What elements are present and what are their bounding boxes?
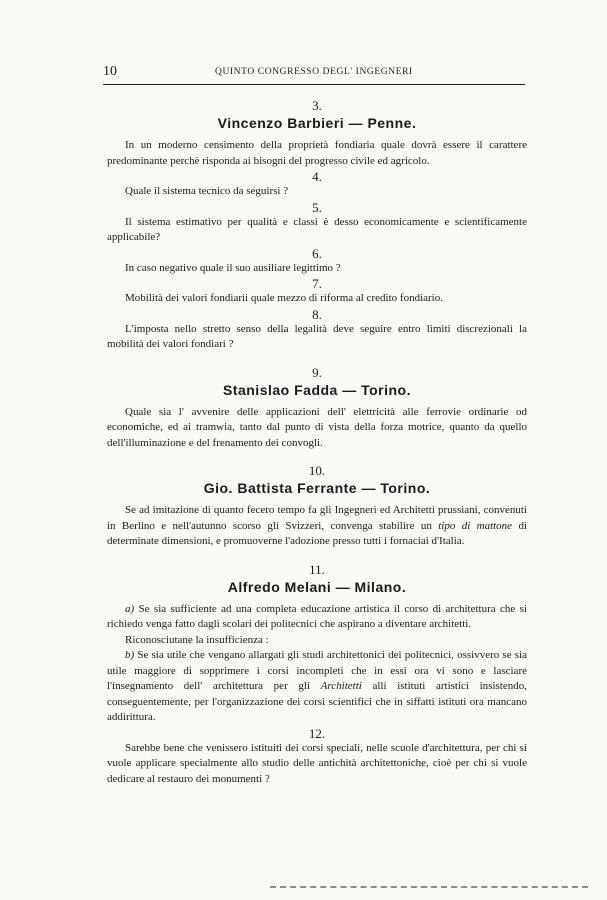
text-segment: Se sia sufficiente ad una completa educazione artistica il corso di architettura che si richiedo venga fatto dagli scolari dei politecnici che aspirano a diventare architetti. (107, 602, 527, 630)
item-label: a) (125, 602, 135, 615)
question-number: 4. (312, 169, 322, 184)
author-heading: Alfredo Melani — Milano. (227, 578, 407, 595)
question-number: 5. (312, 199, 322, 215)
text-segment: Se ad imitazione di quanto fecero tempo fa gli Ingegneri ed Architetti prussiani, convenuti in Berlino e nell'autunno scorso gli Svizzeri, convenga stabilire un (107, 504, 527, 532)
text-segment: Se sia utile che vengano allargati gli studi architettonici dei politecnici, ossivvero se sia utile maggiore di sopprimere i corsi incompleti che in essi ora vi sono e lasciare l'insegnamento dell' architettura per gli (107, 649, 527, 692)
question-text-mid: Riconosciutane la insufficienza : (125, 633, 269, 646)
text-segment: alli istituti artistici insistendo, conseguentemente, per l'organizzazione dei corsi scientifici che in siffatti istituti ora mancano addirittura. (107, 680, 527, 723)
question-number: 11. (309, 561, 325, 577)
section-gap (107, 550, 527, 562)
question-text: Mobilità dei valori fondiarii quale mezzo di riforma al credito fondiario. (125, 292, 443, 304)
question-text: Quale il sistema tecnico da seguirsi ? (125, 185, 289, 197)
question-number: 6. (312, 245, 322, 261)
text-segment: di determinate dimensioni, e promuoverne l'adozione presso tutti i fornaciai d'Italia. (107, 519, 527, 547)
running-title: QUINTO CONGRESSO DEGL' INGEGNERI (215, 67, 413, 77)
page-header (103, 64, 525, 85)
italic-term: Architetti (320, 680, 362, 692)
question-number: 10. (308, 463, 326, 478)
question-number: 12. (308, 725, 326, 741)
italic-term: tipo di mattone (438, 519, 513, 532)
question-text: Quale sia l' avvenire delle applicazioni dell' elettricità alle ferrovie ordinarie od economiche, ed ai tramwia, tanto dal punto di vista della forza motrice, quanto da quello dell'illuminazione e del frenamento dei convogli. (107, 405, 527, 449)
question-number: 8. (312, 306, 322, 322)
page-number: 10 (103, 64, 117, 79)
author-heading: Gio. Battista Ferrante — Torino. (203, 480, 431, 496)
question-text-b (107, 648, 527, 726)
question-text: Sarebbe bene che venissero istituiti dei corsi speciali, nelle scuole d'architettura, per chi si vuole applicare specialmente allo studio delle antichità architettoniche, cioè per chi si vuole dedicare al restauro dei monumenti ? (107, 741, 527, 785)
question-text-a (107, 602, 527, 633)
question-text: In caso negativo quale il suo ausiliare legittimo ? (125, 261, 341, 274)
question-number: 7. (312, 276, 322, 291)
question-number: 9. (312, 364, 322, 380)
author-heading: Stanislao Fadda — Torino. (222, 381, 412, 398)
page-content (107, 98, 527, 787)
bottom-rule (270, 886, 588, 891)
question-text: L'imposta nello stretto senso della legalità deve seguire entro limiti discrezionali la mobilità dei valori fondiari ? (107, 322, 527, 350)
question-text: In un moderno censimento della proprietà fondiaria quale dovrà essere il carattere predominante perchè risponda ai bisogni del progresso civile ed agricolo. (107, 139, 527, 167)
section-gap (107, 451, 527, 463)
section-gap (107, 353, 527, 365)
question-number: 3. (312, 98, 322, 113)
question-text (107, 503, 527, 550)
author-heading: Vincenzo Barbieri — Penne. (217, 115, 417, 131)
item-label: b) (125, 649, 135, 661)
question-text: Il sistema estimativo per qualità e classi è desso economicamente e scientificamente applicabile? (107, 215, 527, 243)
